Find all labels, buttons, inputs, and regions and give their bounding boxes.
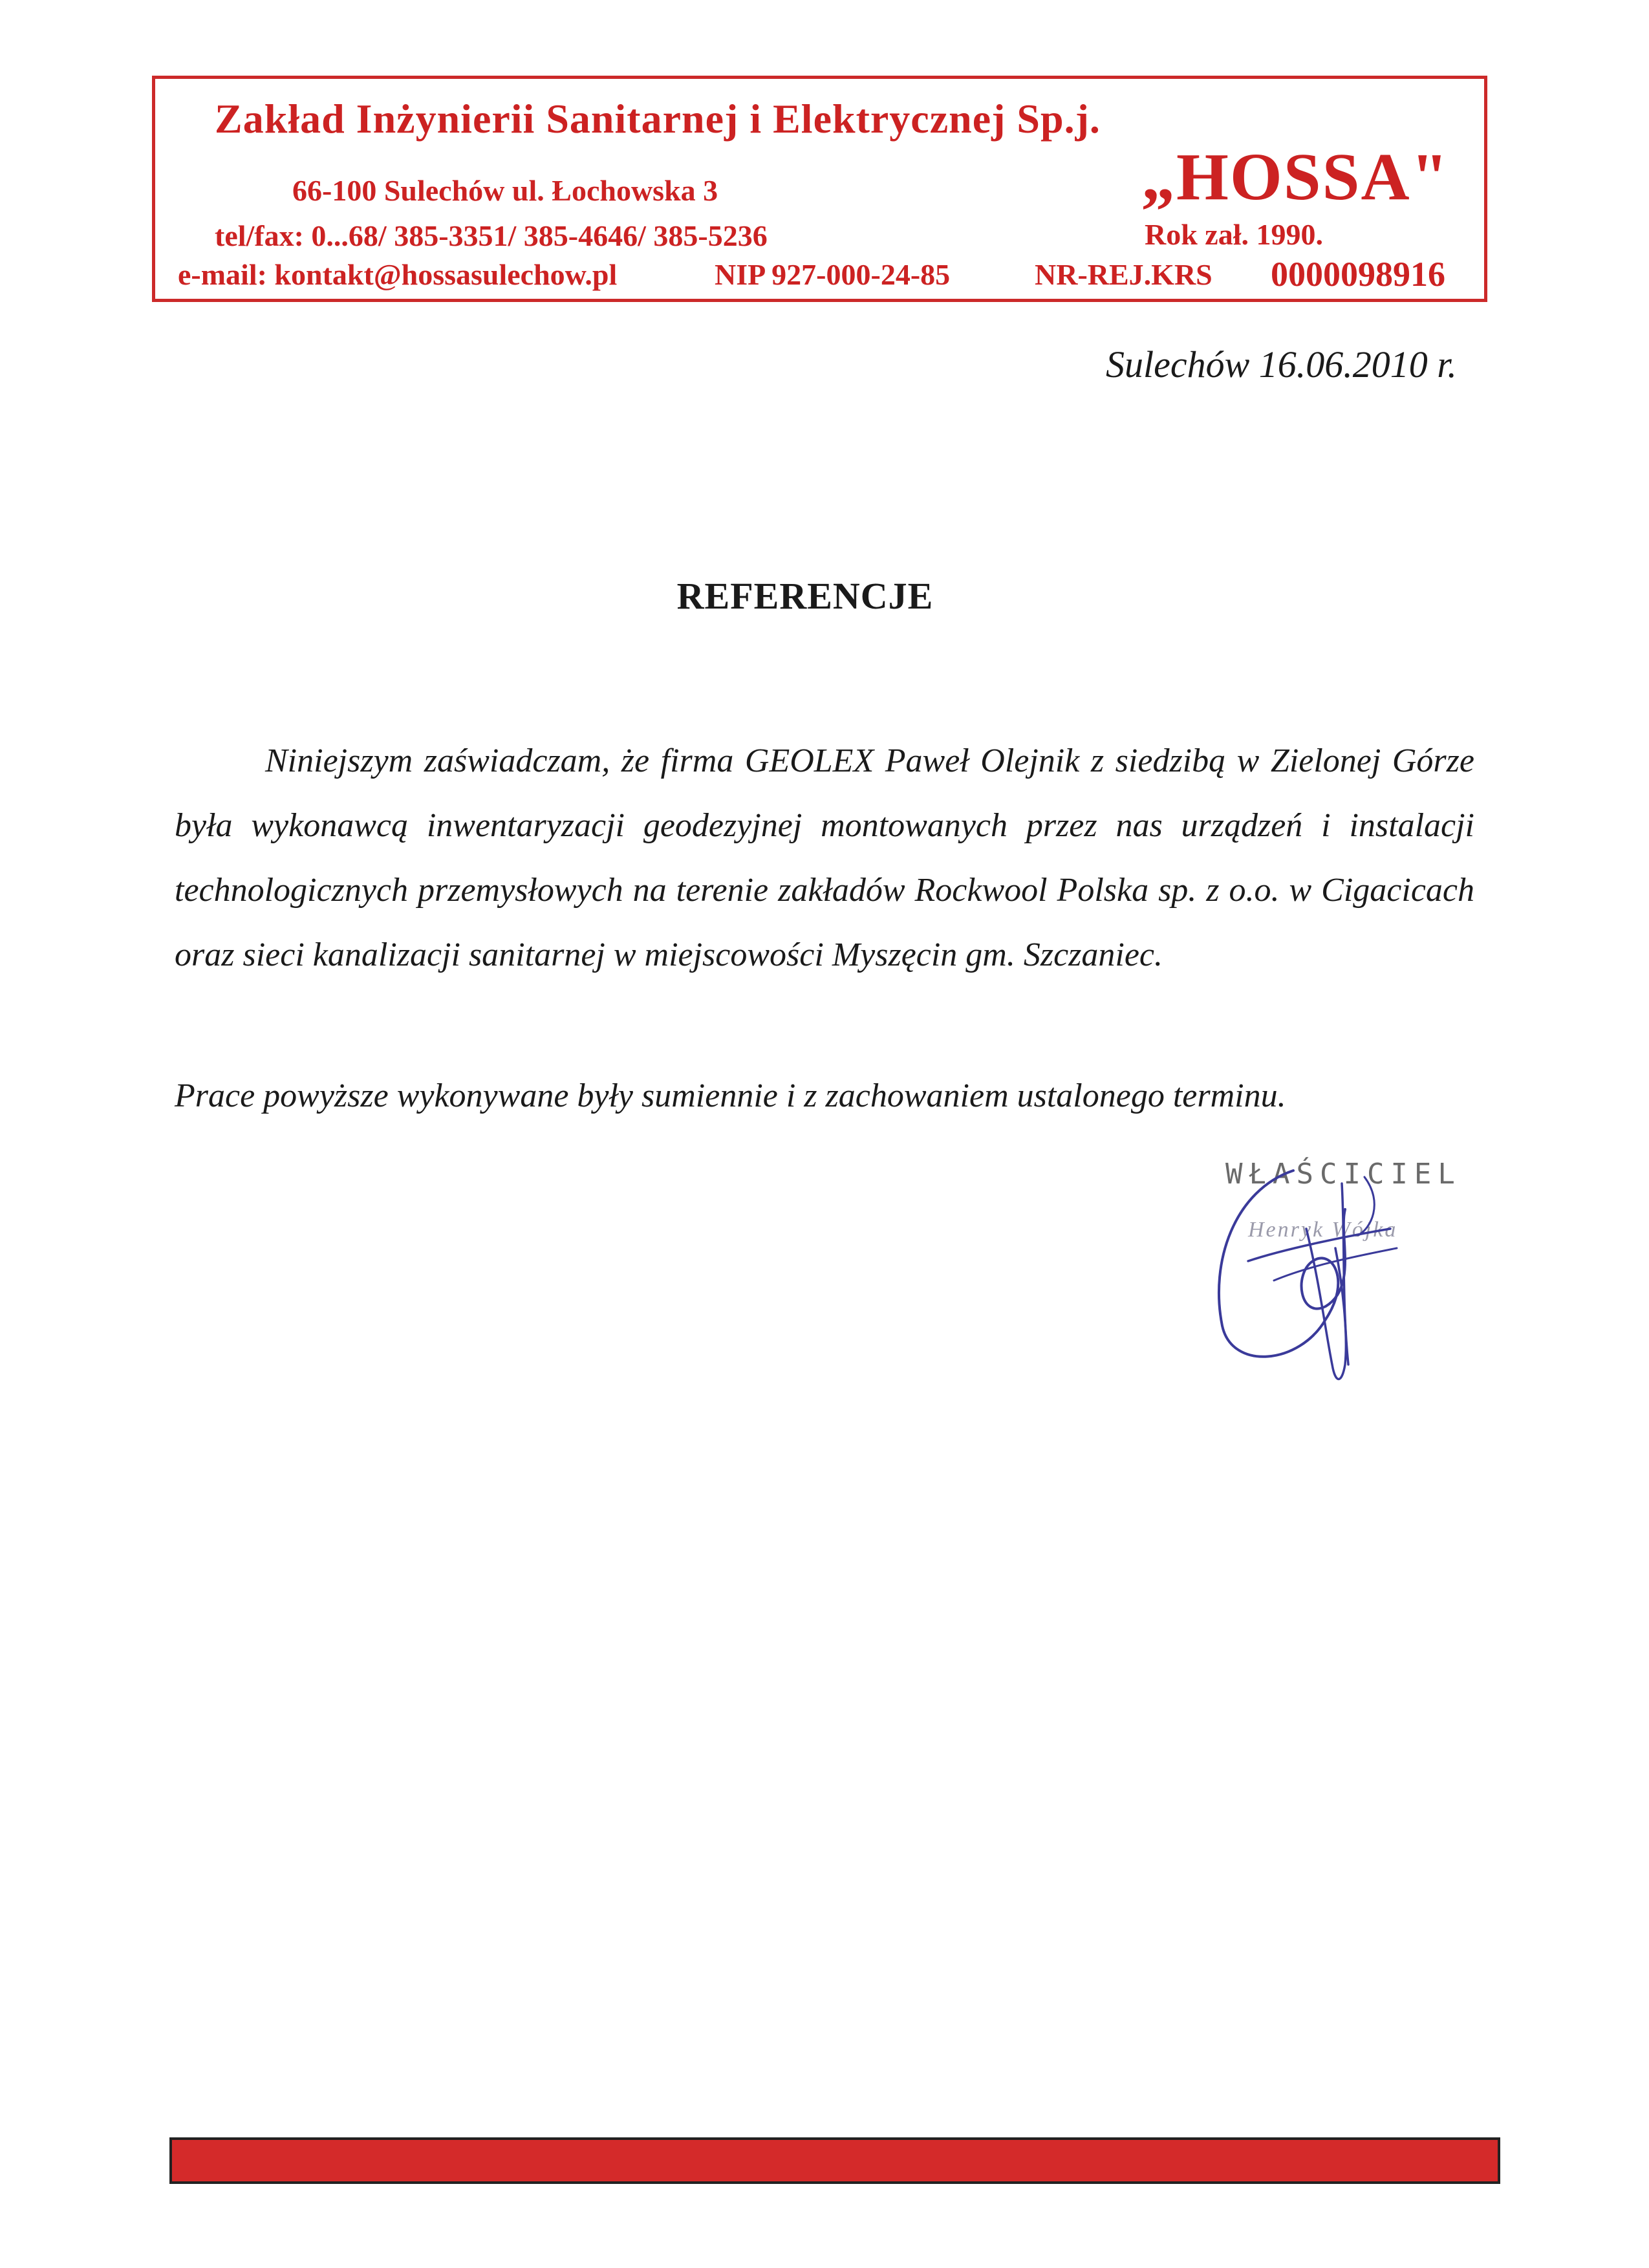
stamp-name: Henryk Wójka [1248,1218,1398,1242]
company-name: Zakład Inżynierii Sanitarnej i Elektrycznej Sp.j. [215,96,1101,142]
founded-year: Rok zał. 1990. [1145,218,1323,251]
body-paragraph: Niniejszym zaświadczam, że firma GEOLEX Paweł Olejnik z siedzibą w Zielonej Górze była wykonawcą inwentaryzacji geodezyjnej montowanych przez nas urządzeń i instalacji technologicznych przemysłowych na terenie zakładów Rockwool Polska sp. z o.o. w Cigacicach oraz sieci kanalizacji sanitarnej w miejscowości Myszęcin gm. Szczaniec. [175,742,1474,973]
stamp-title: WŁAŚCICIEL [1225,1158,1461,1191]
footer-bar [169,2137,1500,2184]
company-email: e-mail: kontakt@hossasulechow.pl [178,258,618,291]
krs-label: NR-REJ.KRS [1035,258,1212,291]
brand-name: „HOSSA" [1141,140,1450,214]
company-address: 66-100 Sulechów ul. Łochowska 3 [292,174,718,207]
company-phones: tel/fax: 0...68/ 385-3351/ 385-4646/ 385-5236 [215,219,768,252]
letterhead [152,76,1487,302]
closing-sentence: Prace powyższe wykonywane były sumiennie i z zachowaniem ustalonego terminu. [175,1077,1286,1114]
document-title: REFERENCJE [676,575,934,617]
signature-icon [1196,1151,1468,1410]
krs-number: 0000098916 [1271,255,1445,294]
letter-date: Sulechów 16.06.2010 r. [1106,343,1457,385]
company-nip: NIP 927-000-24-85 [715,258,951,291]
